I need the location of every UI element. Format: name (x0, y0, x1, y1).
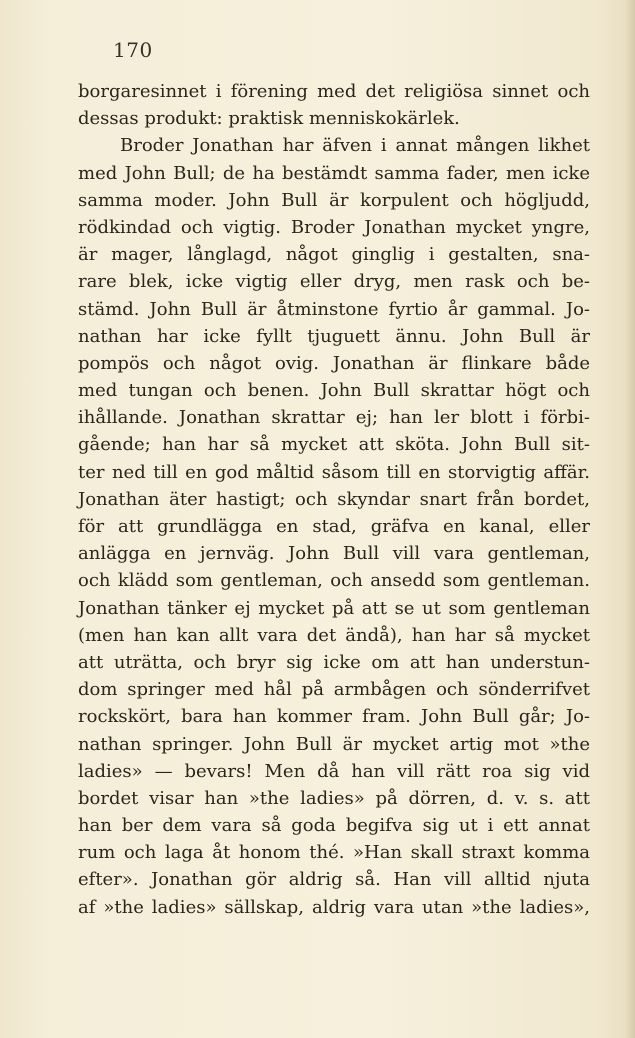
text-line: rockskört, bara han kommer fram. John Bull går; Jo- (78, 706, 590, 728)
text-line: rödkindad och vigtig. Broder Jonathan mycket yngre, (78, 216, 590, 238)
text-line: med John Bull; de ha bestämdt samma fader, men icke (78, 162, 590, 184)
text-line: han ber dem vara så goda begifva sig ut i ett annat (78, 815, 590, 837)
text-line: anlägga en jernväg. John Bull vill vara gentleman, (78, 543, 590, 565)
text-line: af »the ladies» sällskap, aldrig vara utan »the ladies», (78, 896, 590, 918)
text-line: (men han kan allt vara det ändå), han har så mycket (78, 624, 590, 646)
text-line: är mager, långlagd, något ginglig i gestalten, sna- (78, 244, 590, 266)
text-line: efter». Jonathan gör aldrig så. Han vill alltid njuta (78, 869, 590, 891)
text-line: och klädd som gentleman, och ansedd som gentleman. (78, 570, 590, 592)
text-line: nathan springer. John Bull är mycket artig mot »the (78, 733, 590, 755)
text-line: rum och laga åt honom thé. »Han skall straxt komma (78, 842, 590, 864)
page-edge-shadow (625, 0, 635, 1038)
text-line: nathan har icke fyllt tjuguett ännu. John Bull är (78, 325, 590, 347)
text-line: ladies» — bevars! Men då han vill rätt roa sig vid (78, 760, 590, 782)
text-line: att uträtta, och bryr sig icke om att han understun- (78, 651, 590, 673)
text-line: rare blek, icke vigtig eller dryg, men rask och be- (78, 271, 590, 293)
text-line: dom springer med hål på armbågen och sönderrifvet (78, 679, 590, 701)
text-line: Broder Jonathan har äfven i annat mången likhet (120, 135, 590, 157)
text-line: samma moder. John Bull är korpulent och högljudd, (78, 189, 590, 211)
page-number: 170 (113, 38, 153, 62)
text-line: Jonathan äter hastigt; och skyndar snart från bordet, (78, 488, 590, 510)
text-line: med tungan och benen. John Bull skrattar högt och (78, 380, 590, 402)
text-line: dessas produkt: praktisk menniskokärlek. (78, 108, 460, 130)
text-line: borgaresinnet i förening med det religiösa sinnet och (78, 81, 590, 102)
text-line: ihållande. Jonathan skrattar ej; han ler blott i förbi- (78, 407, 590, 429)
text-line: stämd. John Bull är åtminstone fyrtio år gammal. Jo- (78, 298, 590, 320)
text-line: pompös och något ovig. Jonathan är flinkare både (78, 352, 590, 374)
text-line: gående; han har så mycket att sköta. John Bull sit- (78, 434, 590, 456)
text-line: för att grundlägga en stad, gräfva en kanal, eller (78, 516, 590, 537)
text-line: ter ned till en god måltid såsom till en storvigtig affär. (78, 461, 590, 483)
text-line: bordet visar han »the ladies» på dörren, d. v. s. att (78, 787, 590, 809)
body-text (78, 78, 590, 921)
text-line: Jonathan tänker ej mycket på att se ut som gentleman (78, 597, 590, 619)
